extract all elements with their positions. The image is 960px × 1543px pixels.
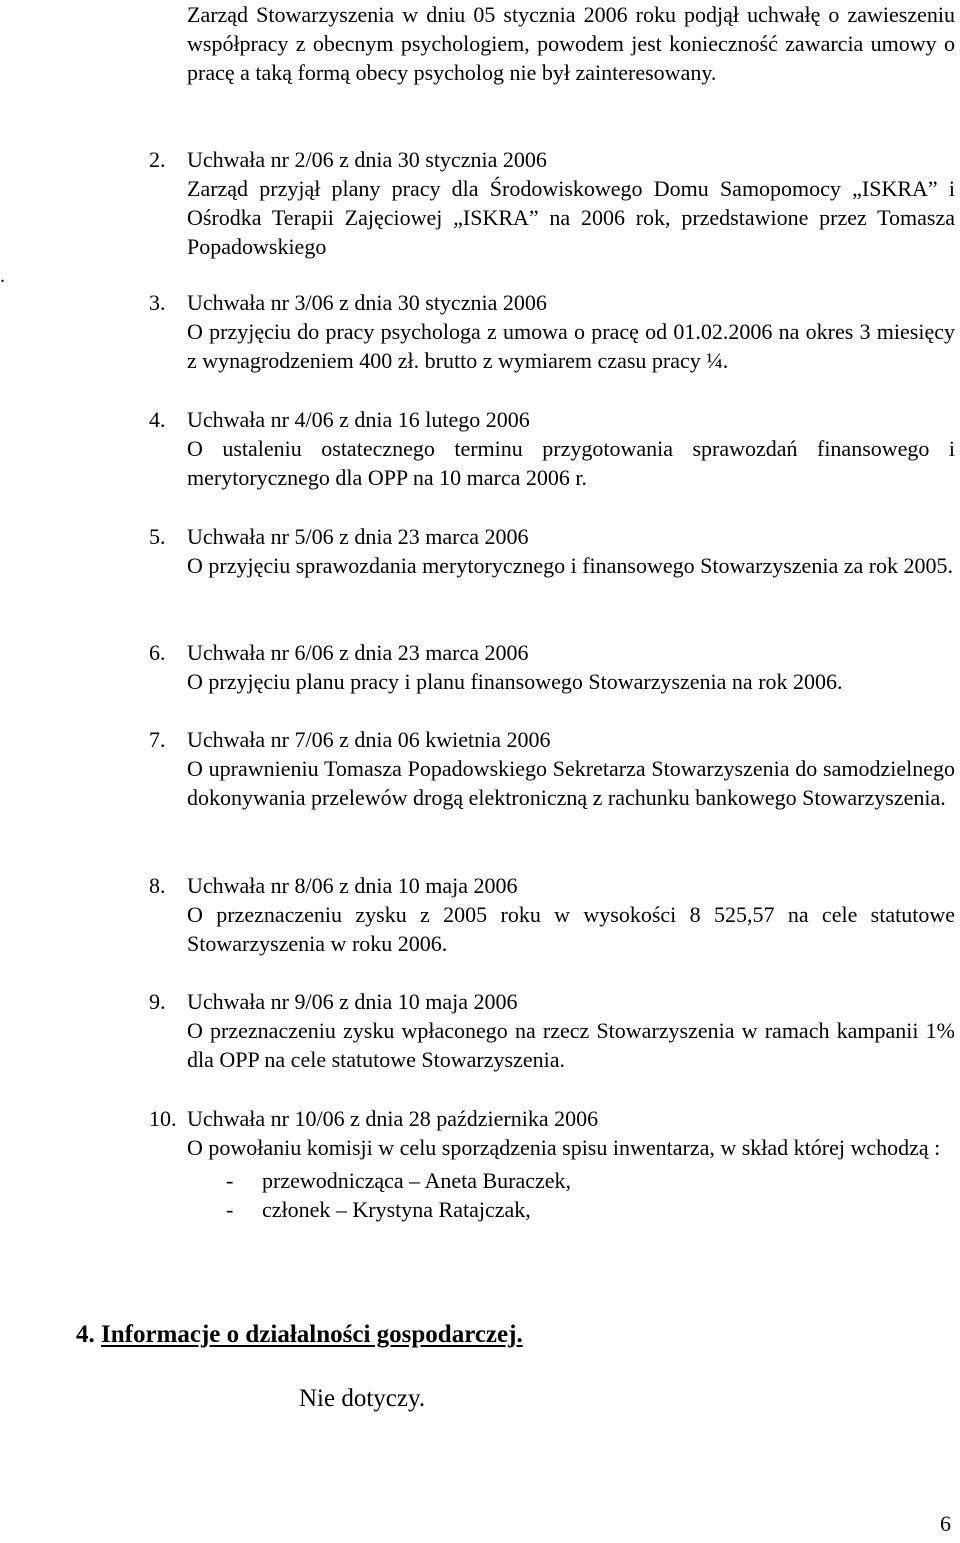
resolution-title: Uchwała nr 10/06 z dnia 28 października 2006 (187, 1106, 599, 1131)
section-body-text: Nie dotyczy. (299, 1385, 426, 1412)
resolution-number: 7. (149, 727, 166, 752)
section-heading (76, 1319, 523, 1351)
resolution-item-7 (149, 725, 955, 812)
resolution-title: Uchwała nr 6/06 z dnia 23 marca 2006 (187, 640, 529, 665)
resolution-item-10 (149, 1104, 955, 1224)
resolution-number: 3. (149, 290, 166, 315)
member-text: przewodnicząca – Aneta Buraczek, (262, 1168, 572, 1193)
resolution-item-4 (149, 405, 955, 492)
resolution-number: 8. (149, 873, 166, 898)
resolution-body: Zarząd przyjął plany pracy dla Środowiskowego Domu Samopomocy „ISKRA” i Ośrodka Terapii Zajęciowej „ISKRA” na 2006 rok, przedstawione przez Tomasza Popadowskiego (187, 176, 955, 259)
resolution-number: 2. (149, 147, 166, 172)
resolution-number: 10. (149, 1106, 177, 1131)
resolution-title: Uchwała nr 2/06 z dnia 30 stycznia 2006 (187, 147, 547, 172)
resolution-body: O przyjęciu planu pracy i planu finansowego Stowarzyszenia na rok 2006. (187, 669, 843, 694)
resolution-body: O uprawnieniu Tomasza Popadowskiego Sekretarza Stowarzyszenia do samodzielnego dokonywania przelewów drogą elektroniczną z rachunku bankowego Stowarzyszenia. (187, 756, 955, 810)
resolution-item-2 (149, 145, 955, 261)
resolution-body: O ustaleniu ostatecznego terminu przygotowania sprawozdań finansowego i merytorycznego dla OPP na 10 marca 2006 r. (187, 436, 955, 490)
list-item (187, 1166, 955, 1195)
resolution-title: Uchwała nr 3/06 z dnia 30 stycznia 2006 (187, 290, 547, 315)
resolution-item-3 (149, 288, 955, 375)
resolution-item-5 (149, 522, 955, 580)
resolution-body: O przeznaczeniu zysku z 2005 roku w wysokości 8 525,57 na cele statutowe Stowarzyszenia w roku 2006. (187, 902, 955, 956)
dash-bullet: - (226, 1168, 234, 1193)
resolution-title: Uchwała nr 8/06 z dnia 10 maja 2006 (187, 873, 518, 898)
stray-dot: . (0, 265, 5, 287)
resolution-title: Uchwała nr 7/06 z dnia 06 kwietnia 2006 (187, 727, 551, 752)
resolution-title: Uchwała nr 4/06 z dnia 16 lutego 2006 (187, 407, 530, 432)
member-text: członek – Krystyna Ratajczak, (262, 1197, 531, 1222)
resolution-number: 9. (149, 989, 166, 1014)
resolution-body: O przyjęciu sprawozdania merytorycznego i finansowego Stowarzyszenia za rok 2005. (187, 553, 954, 578)
page-number: 6 (940, 1511, 951, 1536)
section-number: 4. (76, 1321, 95, 1348)
commission-members-list (187, 1166, 955, 1224)
resolution-title: Uchwała nr 9/06 z dnia 10 maja 2006 (187, 989, 518, 1014)
resolution-title: Uchwała nr 5/06 z dnia 23 marca 2006 (187, 524, 529, 549)
resolution-body: O przeznaczeniu zysku wpłaconego na rzecz Stowarzyszenia w ramach kampanii 1% dla OPP na cele statutowe Stowarzyszenia. (187, 1018, 955, 1072)
dash-bullet: - (226, 1197, 234, 1222)
resolution-body: O powołaniu komisji w celu sporządzenia spisu inwentarza, w skład której wchodzą : (187, 1135, 941, 1160)
list-item (187, 1195, 955, 1224)
section-title: Informacje o działalności gospodarczej. (101, 1321, 523, 1348)
resolution-body: O przyjęciu do pracy psychologa z umowa o pracę od 01.02.2006 na okres 3 miesięcy z wynagrodzeniem 400 zł. brutto z wymiarem czasu pracy ¼. (187, 319, 955, 373)
resolution-number: 4. (149, 407, 166, 432)
resolution-item-6 (149, 638, 955, 696)
intro-paragraph: Zarząd Stowarzyszenia w dniu 05 stycznia 2006 roku podjął uchwałę o zawieszeniu współpracy z obecnym psychologiem, powodem jest konieczność zawarcia umowy o pracę a taką formą obecy psycholog nie był zainteresowany. (187, 2, 955, 85)
resolution-item-8 (149, 871, 955, 958)
resolution-number: 6. (149, 640, 166, 665)
resolution-item-9 (149, 987, 955, 1074)
resolution-number: 5. (149, 524, 166, 549)
